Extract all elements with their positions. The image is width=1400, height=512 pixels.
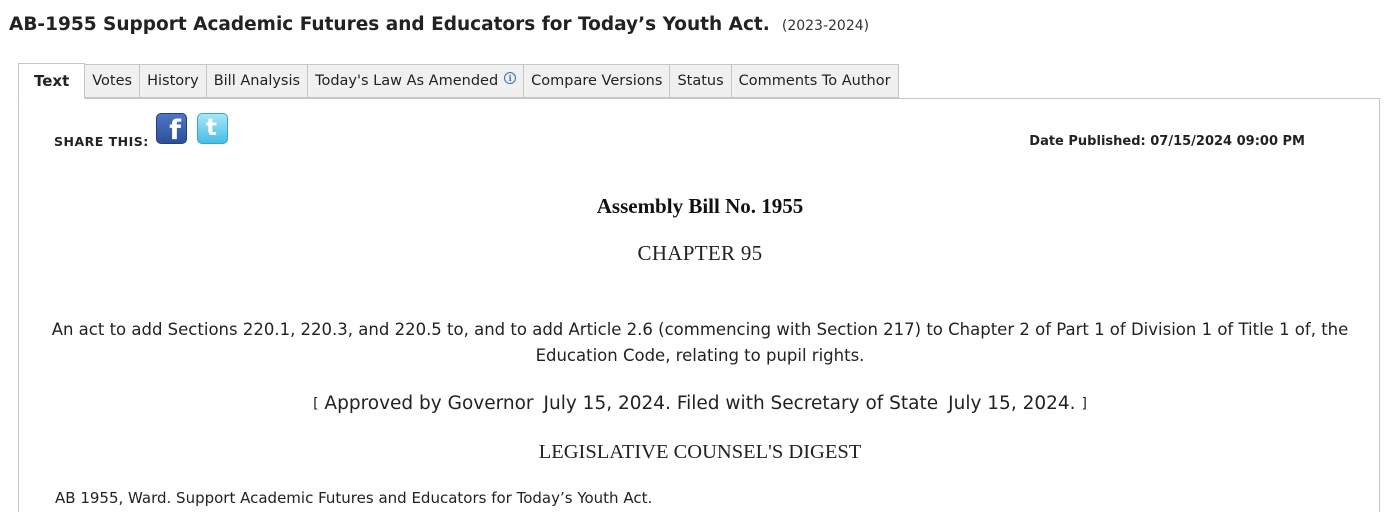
open-bracket: [ (313, 396, 319, 412)
approval-line (0, 393, 1400, 414)
share-label: SHARE THIS: (54, 134, 149, 149)
secretary-date: July 15, 2024. (948, 393, 1076, 414)
tab-comments-to-author[interactable] (732, 64, 899, 98)
info-icon[interactable]: i (504, 72, 516, 84)
secretary-label: Filed with Secretary of State (676, 393, 939, 414)
tab-label: Compare Versions (531, 73, 663, 89)
tab-label: History (147, 73, 199, 89)
chapter-number: CHAPTER 95 (637, 241, 763, 265)
date-published: Date Published: 07/15/2024 09:00 PM (1029, 134, 1305, 149)
session-label: (2023-2024) (781, 18, 870, 34)
tab-compare-versions[interactable] (524, 64, 670, 98)
tab-history[interactable] (140, 64, 207, 98)
tab-label: Today's Law As Amended (315, 73, 499, 89)
tab-status[interactable] (670, 64, 731, 98)
tab-todays-law-as-amended[interactable] (308, 64, 524, 98)
tab-label: Votes (92, 73, 133, 89)
tab-votes[interactable] (85, 64, 140, 98)
digest-heading: LEGISLATIVE COUNSEL'S DIGEST (538, 441, 862, 463)
digest-summary: AB 1955, Ward. Support Academic Futures and Educators for Today’s Youth Act. (55, 489, 653, 507)
facebook-icon[interactable]: f (156, 113, 187, 144)
tab-label: Text (34, 72, 70, 90)
close-bracket: ] (1081, 396, 1087, 412)
governor-label: Approved by Governor (324, 393, 534, 414)
page-header (9, 14, 869, 35)
bill-title: AB-1955 Support Academic Futures and Educators for Today’s Youth Act. (9, 14, 770, 35)
act-description: An act to add Sections 220.1, 220.3, and 220.5 to, and to add Article 2.6 (commencing with Section 217) to Chapter 2 of Part 1 of Division 1 of Title 1 of, the Education Code, relating to pupil rights. (51, 320, 1349, 365)
twitter-icon[interactable]: t (197, 113, 228, 144)
bill-number: Assembly Bill No. 1955 (596, 194, 804, 218)
tab-bar (18, 63, 899, 98)
tab-label: Bill Analysis (213, 73, 301, 89)
tab-label: Comments To Author (738, 73, 891, 89)
tab-label: Status (677, 73, 724, 89)
tab-text[interactable] (18, 63, 85, 99)
tab-bill-analysis[interactable] (207, 64, 308, 98)
governor-date: July 15, 2024. (543, 393, 671, 414)
